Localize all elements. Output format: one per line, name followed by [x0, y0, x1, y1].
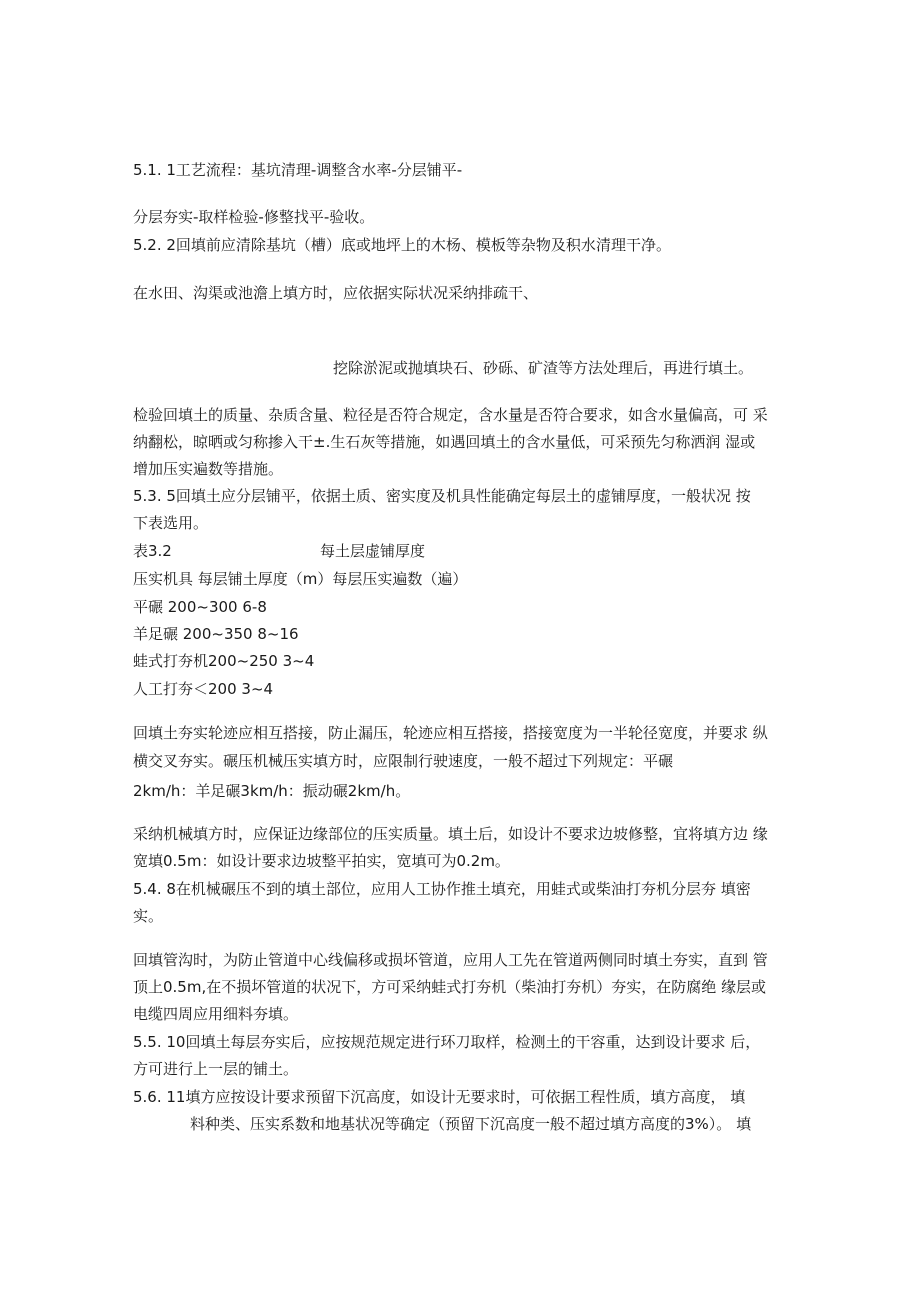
table-number: 表3.2 [133, 542, 172, 560]
text-line-pipe-trench-2: 顶上0.5m,在不损坏管道的状况下，方可采纳蛙式打夯机（柴油打夯机）夯实，在防腐绝 缘层或 [133, 978, 767, 996]
text-line-wheel-track-1: 回填土夯实轮迹应相互搭接，防止漏压，轮迹应相互搭接，搭接宽度为一半轮径宽度，并要求 纵 [133, 724, 768, 742]
text-line-pipe-trench-3: 电缆四周应用细料夯填。 [133, 1005, 299, 1023]
table-row-sheepsfoot-roller: 羊足碾 200~350 8~16 [133, 625, 299, 643]
text-line-5-5-cont: 方可进行上一层的铺土。 [133, 1060, 299, 1078]
text-line-5-4: 5.4. 8在机械碾压不到的填土部位，应用人工协作推土填充，用蛙式或柴油打夯机分层夯 填密 [133, 880, 751, 898]
text-line-machine-fill-1: 采纳机械填方时，应保证边缘部位的压实质量。填土后，如设计不要求边坡修整，宜将填方边 缘 [133, 825, 768, 843]
table-row-flat-roller: 平碾 200~300 6-8 [133, 598, 267, 616]
table-header-row: 压实机具 每层铺土厚度（m）每层压实遍数（遍） [133, 570, 468, 588]
table-title: 每土层虚铺厚度 [320, 542, 426, 560]
text-line-paddy-field: 在水田、沟渠或池澹上填方时，应依据实际状况采纳排疏干、 [133, 284, 539, 302]
text-line-5-2: 5.2. 2回填前应清除基坑（槽）底或地坪上的木杨、模板等杂物及积水清理干净。 [133, 236, 671, 254]
text-line-wheel-track-2: 横交叉夯实。碾压机械压实填方时，应限制行驶速度，一般不超过下列规定：平碾 [133, 752, 674, 770]
text-line-5-3: 5.3. 5回填土应分层铺平，依据土质、密实度及机具性能确定每层土的虚铺厚度，一般状况 按 [133, 487, 751, 505]
text-line-silt-removal: 挖除淤泥或抛填块石、砂砾、矿渣等方法处理后，再进行填土。 [333, 359, 754, 377]
text-line-inspection-2: 纳翻松，晾晒或匀称掺入干±.生石灰等措施，如遇回填土的含水量低，可采预先匀称洒润 湿或 [133, 433, 756, 451]
text-line-inspection-1: 检验回填土的质量、杂质含量、粒径是否符合规定，含水量是否符合要求，如含水量偏高，可 采 [133, 406, 768, 424]
text-line-5-3-cont: 下表选用。 [133, 514, 209, 532]
text-line-machine-fill-2: 宽填0.5m：如设计要求边坡整平拍实，宽填可为0.2m。 [133, 852, 510, 870]
text-line-5-4-cont: 实。 [133, 907, 164, 925]
text-line-5-6-cont: 料种类、压实系数和地基状况等确定（预留下沉高度一般不超过填方高度的3%）。 填 [190, 1115, 752, 1133]
text-line-5-5: 5.5. 10回填土每层夯实后，应按规范规定进行环刀取样，检测土的干容重，达到设计要求 后， [133, 1033, 761, 1051]
text-line-inspection-3: 增加压实遍数等措施。 [133, 460, 284, 478]
text-line-pipe-trench-1: 回填管沟时，为防止管道中心线偏移或损坏管道，应用人工先在管道两侧同时填土夯实，直到 管 [133, 951, 768, 969]
text-line-5-1-cont: 分层夯实-取样检验-修整找平-验收。 [133, 208, 375, 226]
text-line-speed-limits: 2km/h：羊足碾3km/h：振动碾2km/h。 [133, 782, 411, 800]
text-line-5-1: 5.1. 1工艺流程：基坑清理-调整含水率-分层铺平- [133, 161, 463, 179]
text-line-5-6: 5.6. 11填方应按设计要求预留下沉高度，如设计无要求时，可依据工程性质，填方高度， 填 [133, 1088, 746, 1106]
table-row-frog-rammer: 蛙式打夯机200~250 3~4 [133, 652, 315, 670]
table-row-manual-tamping: 人工打夯＜200 3~4 [133, 680, 274, 698]
